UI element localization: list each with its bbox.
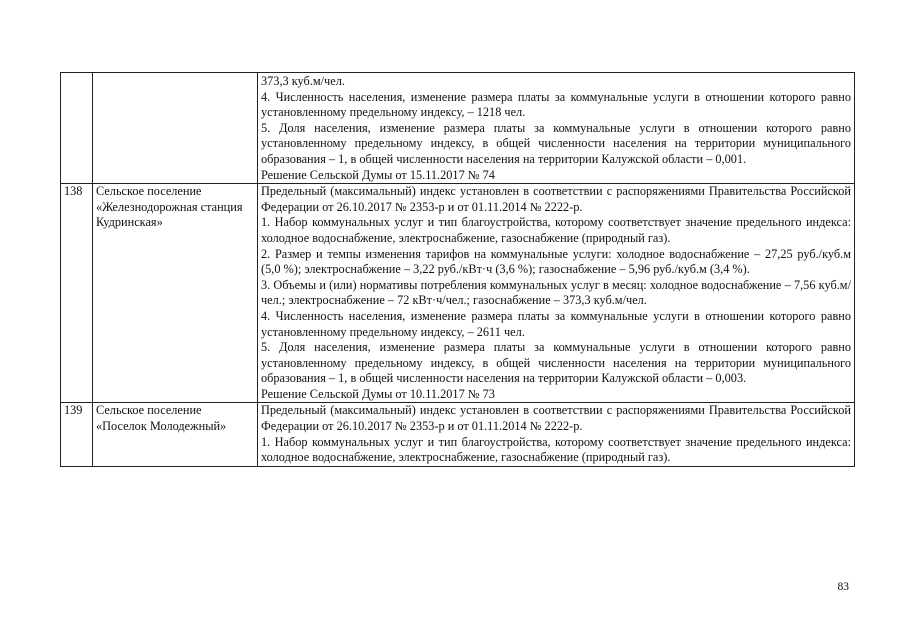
table-row bbox=[61, 184, 855, 403]
settlement-name: Сельское поселение «Железнодорожная станция Кудринская» bbox=[93, 184, 258, 403]
description-paragraph: Предельный (максимальный) индекс установлен в соответствии с распоряжениями Правительства Российской Федерации от 26.10.2017 № 2353-р и от 01.11.2014 № 2222-р. bbox=[261, 184, 851, 214]
description-paragraph: Решение Сельской Думы от 10.11.2017 № 73 bbox=[261, 386, 495, 401]
index-description bbox=[258, 73, 855, 184]
description-paragraph: 1. Набор коммунальных услуг и тип благоустройства, которому соответствует значение предельного индекса: холодное водоснабжение, электроснабжение, газоснабжение (природный газ). bbox=[261, 215, 851, 245]
description-paragraph: 4. Численность населения, изменение размера платы за коммунальные услуги в отношении которого равно установленному предельному индексу, – 1218 чел. bbox=[261, 89, 851, 120]
description-paragraph: 4. Численность населения, изменение размера платы за коммунальные услуги в отношении которого равно установленному предельному индексу, – 2611 чел. bbox=[261, 308, 851, 339]
row-number bbox=[61, 73, 93, 184]
settlement-name: Сельское поселение «Поселок Молодежный» bbox=[93, 403, 258, 466]
description-paragraph: 373,3 куб.м/чел. bbox=[261, 74, 345, 88]
tariff-table bbox=[60, 72, 855, 467]
page-number: 83 bbox=[837, 581, 849, 593]
description-paragraph: 5. Доля населения, изменение размера платы за коммунальные услуги в отношении которого равно установленному предельному индексу, в общей численности населения на территории муниципального образования – 1, в общей численности населения на территории Калужской области – 0,003. bbox=[261, 340, 851, 386]
index-description bbox=[258, 403, 855, 466]
settlement-name bbox=[93, 73, 258, 184]
description-paragraph: 2. Размер и темпы изменения тарифов на коммунальные услуги: холодное водоснабжение – 27,25 руб./куб.м (5,0 %); электроснабжение – 3,22 руб./кВт·ч (3,6 %); газоснабжение – 5,96 руб./куб.м (3,4 %). bbox=[261, 246, 851, 277]
table-row bbox=[61, 73, 855, 184]
description-paragraph: Предельный (максимальный) индекс установлен в соответствии с распоряжениями Правительства Российской Федерации от 26.10.2017 № 2353-р и от 01.11.2014 № 2222-р. bbox=[261, 403, 851, 434]
row-number: 138 bbox=[61, 184, 93, 403]
description-paragraph: 3. Объемы и (или) нормативы потребления коммунальных услуг в месяц: холодное водоснабжение – 7,56 куб.м/чел.; электроснабжение – 72 кВт·ч/чел.; газоснабжение – 373,3 куб.м/чел. bbox=[261, 277, 851, 308]
index-description bbox=[258, 184, 855, 403]
row-number: 139 bbox=[61, 403, 93, 466]
table-row bbox=[61, 403, 855, 466]
description-paragraph: 1. Набор коммунальных услуг и тип благоустройства, которому соответствует значение предельного индекса: холодное водоснабжение, электроснабжение, газоснабжение (природный газ). bbox=[261, 434, 851, 465]
description-paragraph: Решение Сельской Думы от 15.11.2017 № 74 bbox=[261, 167, 495, 182]
description-paragraph: 5. Доля населения, изменение размера платы за коммунальные услуги в отношении которого равно установленному предельному индексу, в общей численности населения на территории муниципального образования – 1, в общей численности населения на территории Калужской области – 0,001. bbox=[261, 120, 851, 166]
